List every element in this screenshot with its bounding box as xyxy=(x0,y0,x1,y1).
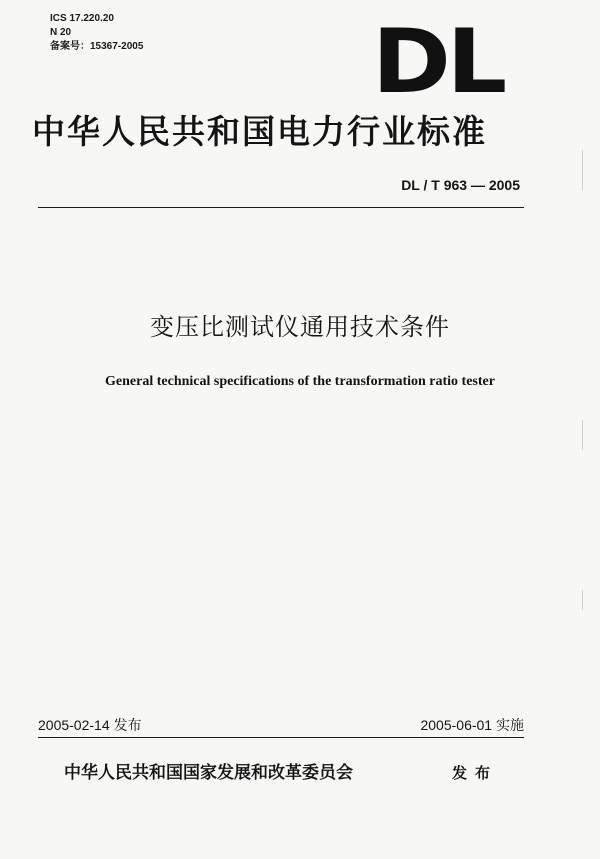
filing-number: 备案号：15367-2005 xyxy=(50,41,144,52)
scan-artifact xyxy=(582,150,583,190)
scan-artifact xyxy=(582,420,583,450)
classification-block xyxy=(50,12,143,54)
bottom-divider xyxy=(38,737,524,738)
standard-number: DL / T 963 — 2005 xyxy=(401,177,520,193)
implementation-date: 2005-06-01 实施 xyxy=(420,717,524,733)
issuer-action-label: 发布 xyxy=(452,764,499,782)
standard-category-title: 中华人民共和国电力行业标准 xyxy=(32,112,487,151)
issue-date: 2005-02-14 发布 xyxy=(38,717,142,733)
dl-logo: DL xyxy=(372,10,503,113)
issuing-authority: 中华人民共和国国家发展和改革委员会 xyxy=(64,763,353,783)
classification-code: N 20 xyxy=(50,27,72,38)
document-title-chinese: 变压比测试仪通用技术条件 xyxy=(150,313,450,341)
scan-artifact xyxy=(582,590,583,610)
ics-code: ICS 17.220.20 xyxy=(50,13,114,24)
top-divider xyxy=(38,207,524,208)
document-title-english: General technical specifications of the transformation ratio tester xyxy=(105,374,495,389)
